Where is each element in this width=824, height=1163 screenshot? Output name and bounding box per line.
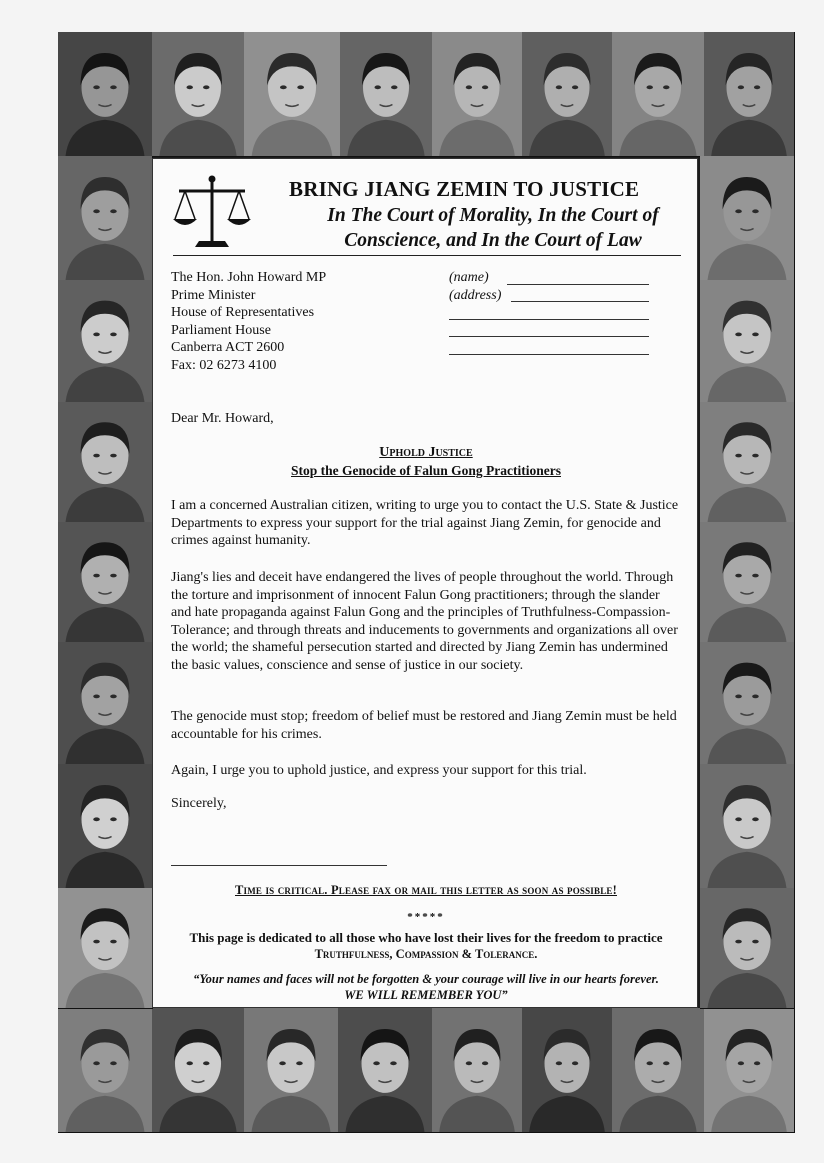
memorial-portrait	[152, 32, 245, 157]
letter-paragraph-2: Jiang's lies and deceit have endangered the lives of people throughout the world. Through the torture and imprisonment of innocent Falun Gong practitioners; through the slander and hate propaganda against Falun Gong and the principles of Truthfulness-Compassion-Tolerance; and through threats and inducements to governments and organizations all over the world; the shameful persecution started and directed by Jiang Zemin has undermined the basic values, conscience and sense of justice in our society.	[171, 570, 678, 673]
letter-closing: Sincerely,	[171, 796, 227, 811]
memorial-portrait	[58, 764, 153, 889]
salutation: Dear Mr. Howard,	[171, 411, 274, 426]
memorial-portrait	[340, 32, 433, 157]
fill-line	[449, 336, 649, 337]
memorial-portrait	[58, 32, 153, 157]
separator-stars: *****	[407, 911, 445, 923]
fill-line	[507, 284, 649, 285]
memorial-portrait	[338, 1008, 433, 1133]
memorial-portrait	[58, 1008, 153, 1133]
memorial-quote-line-1: “Your names and faces will not be forgotten & your courage will live in our hearts forever.	[193, 972, 659, 986]
sender-name-field[interactable]	[449, 269, 649, 287]
memorial-quote-line-2: WE WILL REMEMBER YOU”	[344, 988, 508, 1002]
memorial-portrait	[612, 32, 705, 157]
memorial-portrait	[700, 642, 795, 765]
recipient-address	[171, 269, 326, 375]
fill-line	[449, 319, 649, 320]
page-subtitle	[293, 203, 693, 253]
memorial-portrait	[58, 156, 153, 281]
letter-paragraph-4: Again, I urge you to uphold justice, and express your support for this trial.	[171, 763, 587, 778]
letter-sheet	[152, 158, 698, 1008]
sender-address-line-3[interactable]	[449, 322, 649, 340]
subtitle-line-1: In The Court of Morality, In the Court of	[327, 205, 659, 226]
memorial-portrait	[522, 1008, 613, 1133]
recipient-building: Parliament House	[171, 322, 271, 338]
memorial-portrait	[700, 156, 795, 281]
memorial-portrait	[152, 1008, 245, 1133]
sender-address-line-4[interactable]	[449, 339, 649, 357]
dedication	[153, 929, 699, 963]
memorial-portrait	[432, 1008, 523, 1133]
memorial-portrait	[58, 522, 153, 643]
letter-heading-uphold-justice: Uphold Justice	[379, 445, 473, 460]
memorial-portrait	[704, 1008, 795, 1133]
page-title: BRING JIANG ZEMIN TO JUSTICE	[289, 177, 640, 201]
sender-address-field[interactable]	[449, 287, 649, 305]
memorial-portrait	[58, 402, 153, 523]
subtitle-line-2: Conscience, and In the Court of Law	[344, 230, 642, 251]
memorial-portrait	[704, 32, 795, 157]
memorial-portrait	[700, 402, 795, 523]
recipient-title: Prime Minister	[171, 287, 256, 303]
dedication-line-1: This page is dedicated to all those who have lost their lives for the freedom to practice	[189, 930, 663, 945]
recipient-city: Canberra ACT 2600	[171, 340, 285, 356]
header-divider	[173, 255, 681, 256]
memorial-portrait	[58, 280, 153, 403]
urgent-notice: Time is critical. Please fax or mail this letter as soon as possible!	[235, 883, 617, 897]
memorial-portrait	[700, 888, 795, 1009]
memorial-quote	[153, 971, 699, 1003]
letter-header	[153, 159, 699, 255]
memorial-portrait	[244, 32, 341, 157]
sender-name-label: (name)	[449, 270, 489, 285]
memorial-portrait	[522, 32, 613, 157]
letter-heading-stop-genocide: Stop the Genocide of Falun Gong Practitioners	[291, 463, 561, 478]
recipient-house: House of Representatives	[171, 305, 315, 321]
memorial-portrait	[432, 32, 523, 157]
fill-line	[511, 301, 649, 302]
memorial-portrait	[58, 888, 153, 1009]
letter-paragraph-3: The genocide must stop; freedom of belief must be restored and Jiang Zemin must be held accountable for his crimes.	[171, 709, 677, 742]
letter-paragraph-1: I am a concerned Australian citizen, writing to urge you to contact the U.S. State & Justice Departments to express your support for the trial against Jiang Zemin, for genocide and crimes against humanity.	[171, 498, 679, 548]
memorial-portrait	[244, 1008, 339, 1133]
sender-fields	[449, 269, 649, 357]
memorial-portrait	[700, 280, 795, 403]
scales-of-justice-icon	[171, 171, 253, 253]
recipient-name: The Hon. John Howard MP	[171, 270, 327, 285]
sender-address-label: (address)	[449, 287, 502, 303]
memorial-portrait	[700, 522, 795, 643]
fill-line	[449, 354, 649, 355]
sender-address-line-2[interactable]	[449, 304, 649, 322]
memorial-portrait	[612, 1008, 705, 1133]
dedication-line-2: Truthfulness, Compassion & Tolerance.	[314, 947, 538, 961]
recipient-fax: Fax: 02 6273 4100	[171, 357, 277, 373]
memorial-portrait	[58, 642, 153, 765]
signature-line[interactable]	[171, 865, 387, 866]
memorial-portrait	[700, 764, 795, 889]
